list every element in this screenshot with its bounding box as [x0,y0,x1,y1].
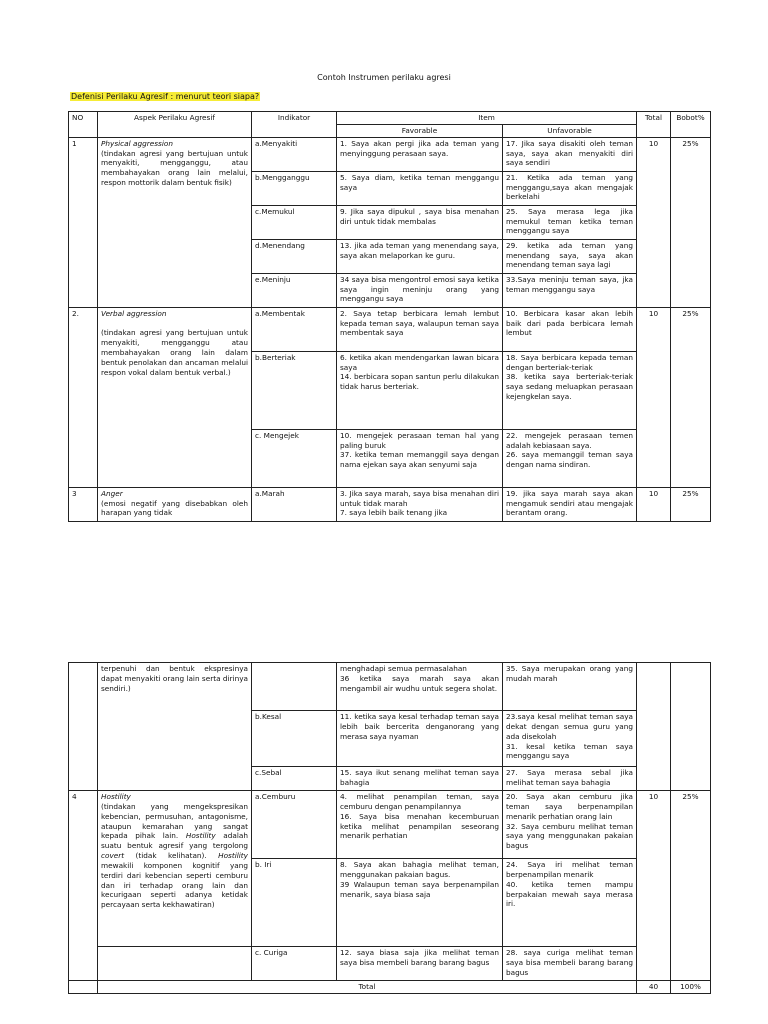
indicator-cell: a.Cemburu [252,791,337,859]
favorable-cell [337,487,503,521]
aspect-cell [98,137,252,307]
favorable-item: 37. ketika teman memanggil saya dengan nama ejekan saya akan senyumi saja [340,450,499,470]
indicator-cell: a.Marah [252,487,337,521]
aspect-description: (tidak kelihatan). [135,851,207,861]
aspect-name: Anger [101,488,123,498]
document-title: Contoh Instrumen perilaku agresi [317,73,451,82]
indicator-cell [252,663,337,711]
indicator-cell: c.Memukul [252,205,337,239]
indicator-cell: b. Iri [252,859,337,947]
table-row [69,487,711,521]
total-label: Total [98,981,637,994]
unfavorable-cell: 29. ketika ada teman yang menendang saya, saya akan menendang teman saya lagi [503,239,637,273]
total-cell: 10 [637,307,671,487]
unfavorable-item: 18. Saya berbicara kepada teman dengan berteriak-teriak [506,352,633,372]
favorable-item: 10. mengejek perasaan teman hal yang paling buruk [340,430,499,450]
unfavorable-item: 26. saya memanggil teman saya dengan nama sindiran. [506,450,633,470]
total-row [69,981,711,994]
weight-cell [671,663,711,791]
indicator-cell: c. Curiga [252,947,337,981]
unfavorable-item: 40. ketika temen mampu berpakaian mewah saya merasa iri. [506,879,633,909]
unfavorable-cell [503,859,637,947]
unfavorable-cell: 10. Berbicara kasar akan lebih baik dari pada berbicara lemah lembut [503,307,637,351]
favorable-item: menghadapi semua permasalahan [340,664,467,673]
header-indicator: Indikator [252,112,337,138]
header-total: Total [637,112,671,138]
aspect-name: Verbal aggression [101,308,167,318]
aspect-number: 4 [69,791,98,981]
grand-total-cell: 40 [637,981,671,994]
aspect-description: (tindakan yang mengekspresikan kebencian, permusuhan, antagonisme, ataupun kemarahan yang sangat kepada pihak lain. [101,801,248,841]
aspect-description: mewakili komponen kognitif yang terdiri dari kebencian seperti cemburu dan iri terhadap orang lain dan kecurigaan seperti adanya ketidak percayaan serta kekhawatiran) [101,860,248,910]
total-cell: 10 [637,487,671,521]
unfavorable-cell: 21. Ketika ada teman yang menggangu,saya akan mengajak berkelahi [503,171,637,205]
unfavorable-cell: 25. Saya merasa lega jika memukul teman ketika teman menggangu saya [503,205,637,239]
aspect-description: (tindakan agresi yang bertujuan untuk menyakiti, mengganggu, atau membahayakan orang lain melalui, respon mottorik dalam bentuk fisik) [101,148,248,188]
instrument-table-page-2 [68,662,711,994]
favorable-cell [337,351,503,429]
unfavorable-item: 20. Saya akan cemburu jika teman saya berpenampilan menarik perhatian orang lain [506,792,633,821]
favorable-cell: 1. Saya akan pergi jika ada teman yang menyinggung perasaan saya. [337,137,503,171]
weight-cell: 25% [671,487,711,521]
indicator-cell: a.Membentak [252,307,337,351]
aspect-cell [98,307,252,487]
unfavorable-cell [503,791,637,859]
unfavorable-cell: 27. Saya merasa sebal jika melihat teman saya bahagia [503,767,637,791]
aspect-description: (emosi negatif yang disebabkan oleh harapan yang tidak [101,498,248,518]
indicator-cell: c.Sebal [252,767,337,791]
aspect-term: Hostility [218,851,248,861]
grand-weight-cell: 100% [671,981,711,994]
favorable-item: 16. Saya bisa menahan kecemburuan ketika melihat penampilan seseorang menarik perhatian [340,811,499,841]
total-cell: 10 [637,791,671,981]
unfavorable-item: 38. ketika saya berteriak-teriak saya sedang meluapkan perasaan kejengkelan saya. [506,372,633,402]
favorable-cell: 9. Jika saya dipukul , saya bisa menahan diri untuk tidak membalas [337,205,503,239]
aspect-number: 3 [69,487,98,521]
indicator-cell: b.Mengganggu [252,171,337,205]
favorable-cell [337,859,503,947]
header-item: Item [337,112,637,125]
favorable-item: 39 Walaupun teman saya berpenampilan menarik, saya biasa saja [340,879,499,899]
aspect-number: 1 [69,137,98,307]
favorable-cell [337,429,503,487]
unfavorable-cell [503,429,637,487]
favorable-cell: 13. jika ada teman yang menendang saya, saya akan melaporkan ke guru. [337,239,503,273]
favorable-item: 14. berbicara sopan santun perlu dilakukan tidak harus berteriak. [340,372,499,392]
indicator-cell: e.Meninju [252,273,337,307]
aspect-description: terpenuhi dan bentuk ekspresinya dapat menyakiti orang lain serta dirinya sendiri.) [98,663,252,791]
header-favorable: Favorable [337,124,503,137]
indicator-cell: b.Kesal [252,711,337,767]
header-no: NO [69,112,98,138]
table-row [69,307,711,351]
table-row [69,137,711,171]
aspect-name: Hostility [101,792,131,801]
indicator-cell: b.Berteriak [252,351,337,429]
favorable-item: 8. Saya akan bahagia melihat teman, menggunakan pakaian bagus. [340,860,499,879]
header-weight: Bobot% [671,112,711,138]
unfavorable-cell: 19. jika saya marah saya akan mengamuk sendiri atau mengajak berantam orang. [503,487,637,521]
favorable-cell: 5. Saya diam, ketika teman menggangu saya [337,171,503,205]
total-row-blank [69,981,98,994]
header-unfavorable: Unfavorable [503,124,637,137]
favorable-cell: 15. saya ikut senang melihat teman saya bahagia [337,767,503,791]
favorable-cell: 2. Saya tetap berbicara lemah lembut kepada teman saya, walaupun teman saya membentak saya [337,307,503,351]
favorable-item: 7. saya lebih baik tenang jika [340,508,448,518]
unfavorable-item: 22. mengejek perasaan temen adalah kebiasaan saya. [506,430,633,450]
aspect-description: (tindakan agresi yang bertujuan untuk menyakiti, mengganggu atau membahayakan orang lain dalam bentuk penolakan dan ancaman melalui respon vokal dalam bentuk verbal.) [101,328,248,377]
unfavorable-cell: 35. Saya merupakan orang yang mudah marah [503,663,637,711]
table-row [69,663,711,711]
instrument-table-page-1 [68,111,711,522]
weight-cell: 25% [671,791,711,981]
aspect-description: adalah suatu bentuk agresif yang tergolong [101,831,248,851]
unfavorable-cell: 17. Jika saya disakiti oleh teman saya, saya akan menyakiti diri saya sendiri [503,137,637,171]
aspect-cell [98,791,252,947]
header-aspect: Aspek Perilaku Agresif [98,112,252,138]
unfavorable-cell [503,711,637,767]
aspect-cell [98,487,252,521]
weight-cell: 25% [671,137,711,307]
favorable-cell [337,791,503,859]
definition-line: Defenisi Perilaku Agresif : menurut teori siapa? [71,92,260,101]
aspect-number [69,663,98,791]
unfavorable-item: 32. Saya cemburu melihat teman saya yang menggunakan pakaian bagus [506,821,633,851]
aspect-term: Hostility [185,831,216,841]
total-cell: 10 [637,137,671,307]
aspect-number: 2. [69,307,98,487]
table-row [69,791,711,859]
total-cell [637,663,671,791]
aspect-term: covert [101,851,125,861]
unfavorable-item: 23.saya kesal melihat teman saya dekat dengan semua guru yang ada disekolah [506,712,633,741]
favorable-cell: 12. saya biasa saja jika melihat teman saya bisa membeli barang barang bagus [337,947,503,981]
unfavorable-cell: 33.Saya meninju teman saya, jka teman menggangu saya [503,273,637,307]
header-row [69,112,711,125]
indicator-cell: d.Menendang [252,239,337,273]
favorable-cell: 34 saya bisa mengontrol emosi saya ketika saya ingin meninju orang yang menggangu saya [337,273,503,307]
aspect-name: Physical aggression [101,138,173,148]
aspect-cell [98,947,252,981]
unfavorable-cell [503,351,637,429]
unfavorable-item: 31. kesal ketika teman saya menggangu saya [506,741,633,761]
favorable-cell: 11. ketika saya kesal terhadap teman saya lebih baik bercerita denganorang yang merasa saya nyaman [337,711,503,767]
favorable-item: 36 ketika saya marah saya akan mengambil air wudhu untuk segera sholat. [340,673,499,693]
unfavorable-item: 24. Saya iri melihat teman berpenampilan menarik [506,860,633,879]
indicator-cell: a.Menyakiti [252,137,337,171]
table-row [69,947,711,981]
indicator-cell: c. Mengejek [252,429,337,487]
favorable-cell [337,663,503,711]
favorable-item: 6. ketika akan mendengarkan lawan bicara saya [340,352,499,372]
favorable-item: 3. Jika saya marah, saya bisa menahan diri untuk tidak marah [340,488,499,508]
unfavorable-cell: 28. saya curiga melihat teman saya bisa membeli barang barang bagus [503,947,637,981]
weight-cell: 25% [671,307,711,487]
favorable-item: 4. melihat penampilan teman, saya cemburu dengan penampilannya [340,792,499,811]
